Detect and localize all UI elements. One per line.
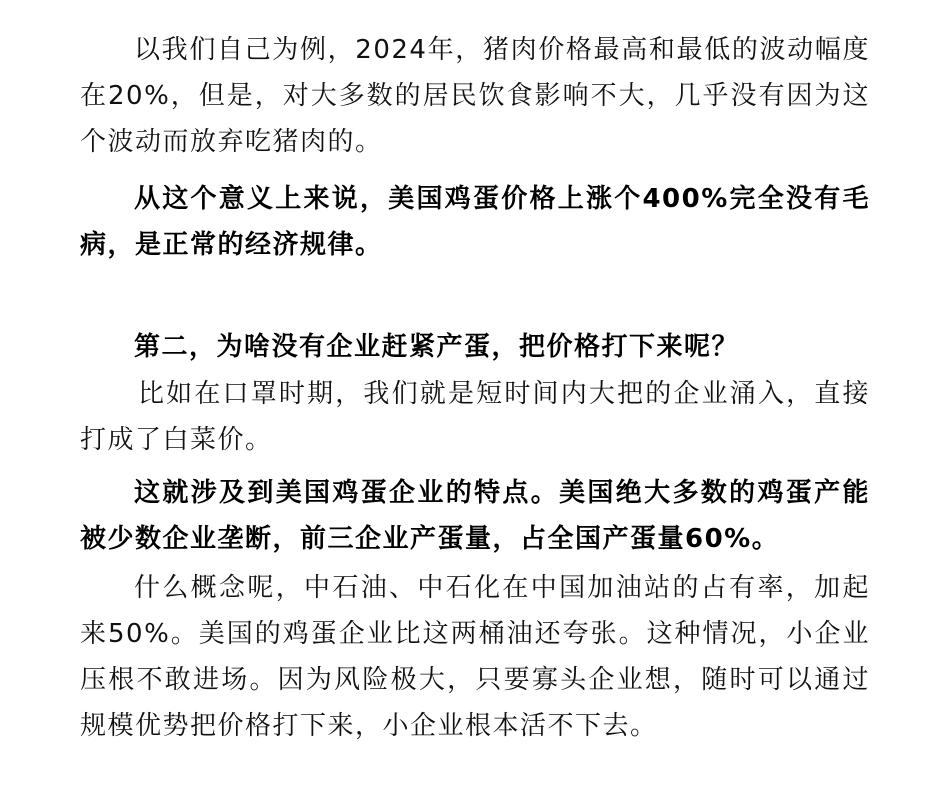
paragraph-oil-market-comparison: 什么概念呢，中石油、中石化在中国加油站的占有率，加起来50%。美国的鸡蛋企业比这两桶油还夸张。这种情况，小企业压根不敢进场。因为风险极大，只要寡头企业想，随时可以通过规模优势把价格打下来，小企业根本活不下去。 xyxy=(80,573,870,741)
paragraph-mask-period-example: 比如在口罩时期，我们就是短时间内大把的企业涌入，直接打成了白菜价。 xyxy=(80,379,870,455)
section-heading-second-question: 第二，为啥没有企业赶紧产蛋，把价格打下来呢？ xyxy=(134,332,740,362)
paragraph-egg-industry-monopoly: 这就涉及到美国鸡蛋企业的特点。美国绝大多数的鸡蛋产能被少数企业垄断，前三企业产蛋量，占全国产蛋量60%。 xyxy=(80,478,870,554)
paragraph-pork-price-example: 以我们自己为例，2024年，猪肉价格最高和最低的波动幅度在20%，但是，对大多数的居民饮食影响不大，几乎没有因为这个波动而放弃吃猪肉的。 xyxy=(80,35,870,157)
paragraph-egg-price-conclusion: 从这个意义上来说，美国鸡蛋价格上涨个400%完全没有毛病，是正常的经济规律。 xyxy=(80,184,870,260)
